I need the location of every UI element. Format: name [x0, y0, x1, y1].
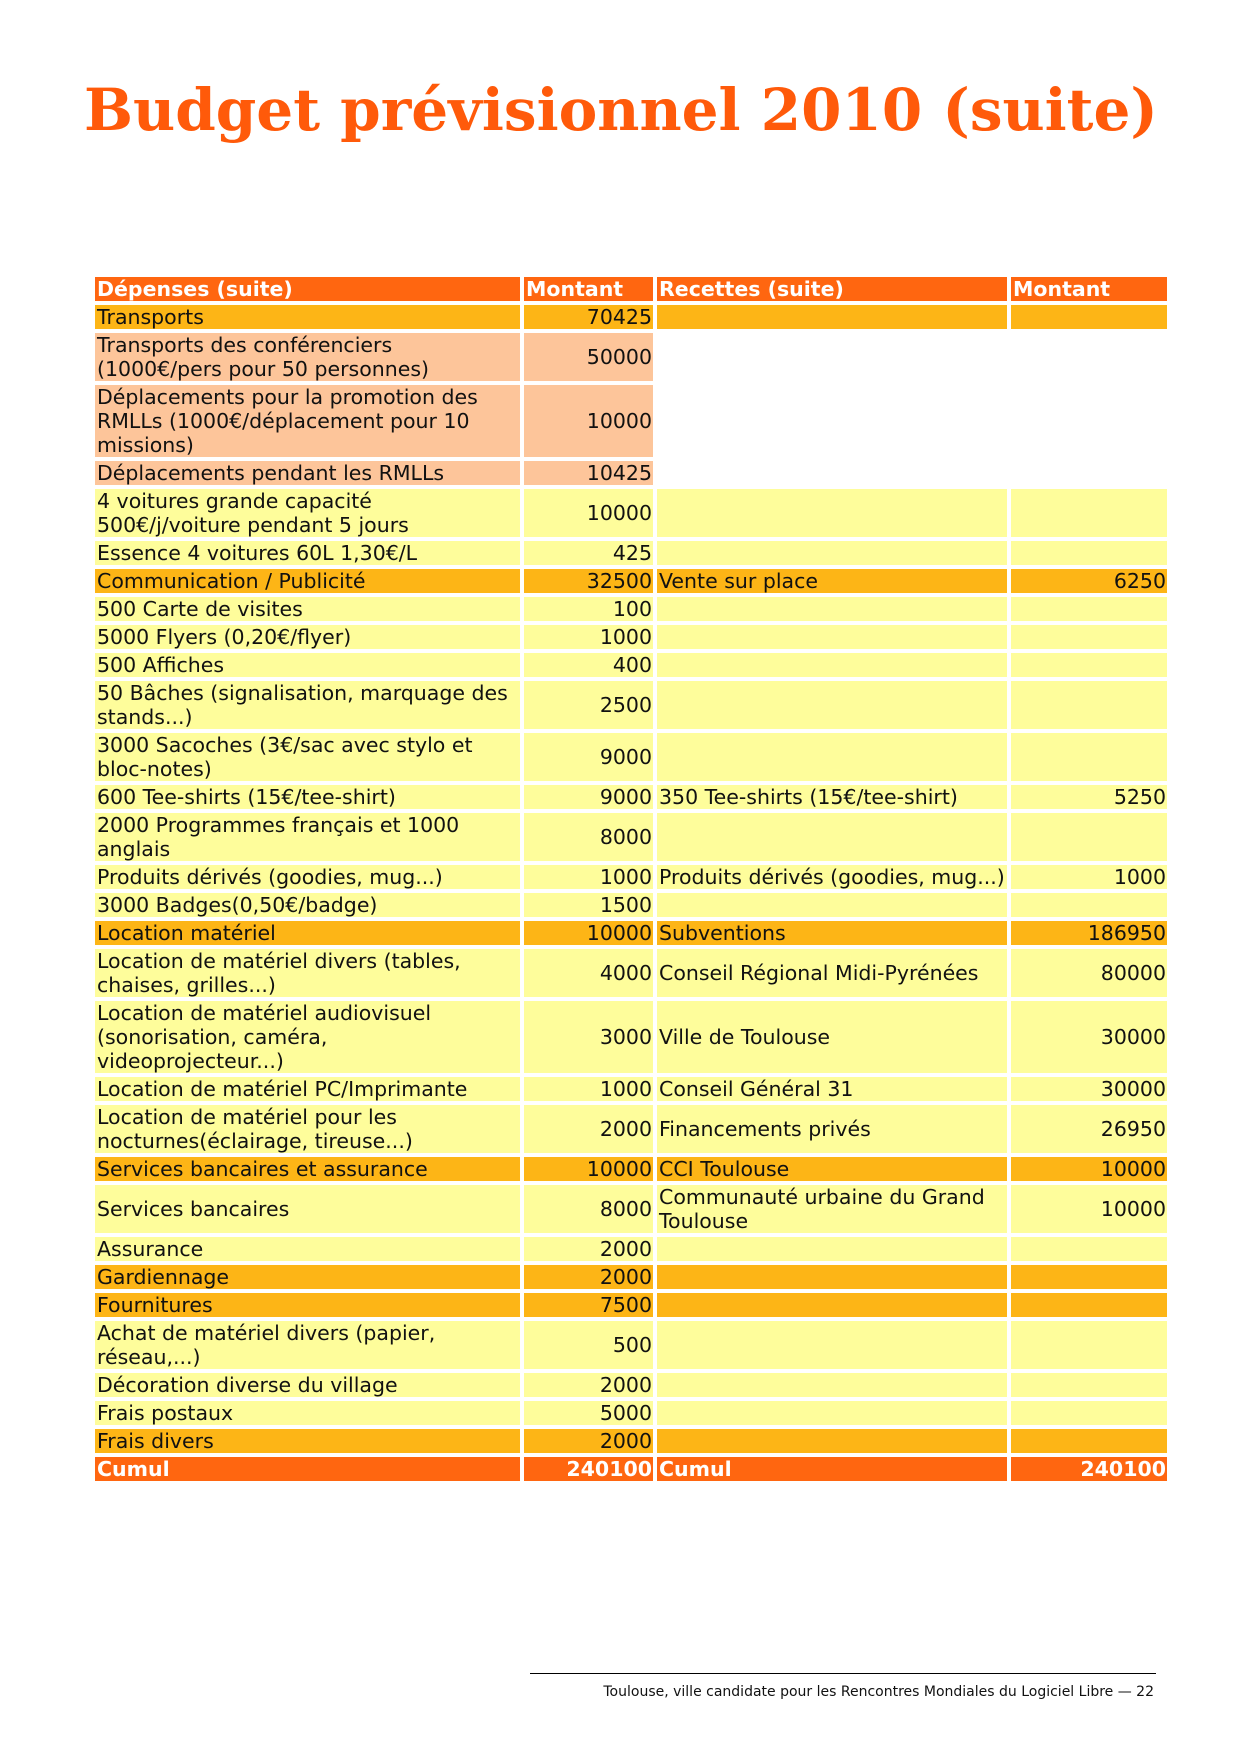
- table-row: [95, 385, 1167, 457]
- table-row: [95, 681, 1167, 729]
- table-row: [95, 733, 1167, 781]
- income-label: [657, 1401, 1007, 1425]
- income-label: [657, 305, 1007, 329]
- expense-amount: 5000: [524, 1401, 653, 1425]
- expense-amount: 425: [524, 541, 653, 565]
- table-row: [95, 1321, 1167, 1369]
- expense-label: 50 Bâches (signalisation, marquage des stands...): [95, 681, 520, 729]
- income-amount: [1011, 1401, 1167, 1425]
- income-label: [657, 461, 1007, 485]
- header-depenses: Dépenses (suite): [95, 277, 520, 301]
- expense-label: 500 Carte de visites: [95, 597, 520, 621]
- income-amount: [1011, 893, 1167, 917]
- income-amount: 10000: [1011, 1157, 1167, 1181]
- income-amount: [1011, 625, 1167, 649]
- income-label: [657, 1429, 1007, 1453]
- expense-amount: 1000: [524, 865, 653, 889]
- category-row: [95, 1265, 1167, 1289]
- table-row: [95, 1373, 1167, 1397]
- table-row: [95, 1105, 1167, 1153]
- expense-amount: 2000: [524, 1429, 653, 1453]
- category-row: [95, 1429, 1167, 1453]
- income-label: [657, 733, 1007, 781]
- income-amount: [1011, 1429, 1167, 1453]
- expense-amount: 500: [524, 1321, 653, 1369]
- table-row: [95, 1185, 1167, 1233]
- expense-amount: 1500: [524, 893, 653, 917]
- expense-amount: 8000: [524, 813, 653, 861]
- income-amount: [1011, 1237, 1167, 1261]
- expense-label: Déplacements pendant les RMLLs: [95, 461, 520, 485]
- table-row: [95, 653, 1167, 677]
- category-row: [95, 1157, 1167, 1181]
- table-row: [95, 489, 1167, 537]
- expense-amount: 7500: [524, 1293, 653, 1317]
- income-amount: [1011, 653, 1167, 677]
- income-label: [657, 385, 1007, 457]
- page-title: Budget prévisionnel 2010 (suite): [84, 76, 1158, 144]
- income-amount: 30000: [1011, 1077, 1167, 1101]
- category-row: [95, 1293, 1167, 1317]
- income-amount: 80000: [1011, 949, 1167, 997]
- expense-label: Location de matériel divers (tables, chaises, grilles...): [95, 949, 520, 997]
- page-footer: Toulouse, ville candidate pour les Rencontres Mondiales du Logiciel Libre — 22: [603, 1684, 1154, 1700]
- expense-amount: 4000: [524, 949, 653, 997]
- expense-amount: 100: [524, 597, 653, 621]
- income-label: [657, 893, 1007, 917]
- income-label: [657, 1321, 1007, 1369]
- income-label: 350 Tee-shirts (15€/tee-shirt): [657, 785, 1007, 809]
- table-row: [95, 1401, 1167, 1425]
- income-amount: [1011, 333, 1167, 381]
- income-label: Communauté urbaine du Grand Toulouse: [657, 1185, 1007, 1233]
- expense-label: Location de matériel PC/Imprimante: [95, 1077, 520, 1101]
- expense-amount: 2000: [524, 1265, 653, 1289]
- income-label: Produits dérivés (goodies, mug...): [657, 865, 1007, 889]
- expense-label: Services bancaires: [95, 1185, 520, 1233]
- table-row: [95, 893, 1167, 917]
- expense-label: 5000 Flyers (0,20€/flyer): [95, 625, 520, 649]
- expense-amount: 70425: [524, 305, 653, 329]
- income-amount: 1000: [1011, 865, 1167, 889]
- expense-amount: 10425: [524, 461, 653, 485]
- income-label: [657, 1373, 1007, 1397]
- income-label: [657, 541, 1007, 565]
- total-label-recettes: Cumul: [657, 1457, 1007, 1481]
- income-amount: [1011, 1321, 1167, 1369]
- footer-rule: [530, 1673, 1156, 1674]
- expense-label: Déplacements pour la promotion des RMLLs (1000€/déplacement pour 10 missions): [95, 385, 520, 457]
- expense-amount: 10000: [524, 385, 653, 457]
- expense-label: 500 Affiches: [95, 653, 520, 677]
- table-row: [95, 625, 1167, 649]
- expense-label: 4 voitures grande capacité 500€/j/voiture pendant 5 jours: [95, 489, 520, 537]
- expense-amount: 10000: [524, 1157, 653, 1181]
- income-amount: [1011, 1265, 1167, 1289]
- income-amount: 186950: [1011, 921, 1167, 945]
- expense-label: Achat de matériel divers (papier, réseau,...): [95, 1321, 520, 1369]
- income-label: Conseil Général 31: [657, 1077, 1007, 1101]
- expense-label: 3000 Badges(0,50€/badge): [95, 893, 520, 917]
- header-montant-recettes: Montant: [1011, 277, 1167, 301]
- expense-label: Communication / Publicité: [95, 569, 520, 593]
- table-row: [95, 813, 1167, 861]
- expense-label: Services bancaires et assurance: [95, 1157, 520, 1181]
- expense-amount: 400: [524, 653, 653, 677]
- expense-amount: 1000: [524, 1077, 653, 1101]
- table-row: [95, 1077, 1167, 1101]
- income-amount: 10000: [1011, 1185, 1167, 1233]
- expense-amount: 2000: [524, 1105, 653, 1153]
- total-row: [95, 1457, 1167, 1481]
- income-amount: 5250: [1011, 785, 1167, 809]
- income-label: [657, 681, 1007, 729]
- total-label-depenses: Cumul: [95, 1457, 520, 1481]
- income-label: [657, 1265, 1007, 1289]
- income-amount: [1011, 541, 1167, 565]
- income-label: Vente sur place: [657, 569, 1007, 593]
- income-label: [657, 333, 1007, 381]
- table-row: [95, 1237, 1167, 1261]
- income-amount: [1011, 305, 1167, 329]
- budget-table-container: [95, 277, 1166, 1485]
- expense-label: Transports des conférenciers (1000€/pers pour 50 personnes): [95, 333, 520, 381]
- income-amount: [1011, 385, 1167, 457]
- expense-label: Décoration diverse du village: [95, 1373, 520, 1397]
- income-label: CCI Toulouse: [657, 1157, 1007, 1181]
- income-label: [657, 1293, 1007, 1317]
- expense-label: Location de matériel audiovisuel (sonorisation, caméra, videoprojecteur...): [95, 1001, 520, 1073]
- income-amount: [1011, 1373, 1167, 1397]
- income-label: [657, 489, 1007, 537]
- header-montant-depenses: Montant: [524, 277, 653, 301]
- expense-amount: 9000: [524, 733, 653, 781]
- expense-label: Frais postaux: [95, 1401, 520, 1425]
- table-row: [95, 949, 1167, 997]
- header-recettes: Recettes (suite): [657, 277, 1007, 301]
- income-label: [657, 813, 1007, 861]
- expense-label: 600 Tee-shirts (15€/tee-shirt): [95, 785, 520, 809]
- income-amount: [1011, 461, 1167, 485]
- expense-amount: 50000: [524, 333, 653, 381]
- table-row: [95, 1001, 1167, 1073]
- expense-label: 3000 Sacoches (3€/sac avec stylo et bloc-notes): [95, 733, 520, 781]
- category-row: [95, 921, 1167, 945]
- category-row: [95, 569, 1167, 593]
- expense-amount: 9000: [524, 785, 653, 809]
- table-row: [95, 333, 1167, 381]
- expense-label: Assurance: [95, 1237, 520, 1261]
- expense-amount: 10000: [524, 489, 653, 537]
- income-amount: [1011, 813, 1167, 861]
- expense-amount: 1000: [524, 625, 653, 649]
- total-recettes: 240100: [1011, 1457, 1167, 1481]
- expense-label: Location de matériel pour les nocturnes(éclairage, tireuse...): [95, 1105, 520, 1153]
- expense-amount: 2000: [524, 1237, 653, 1261]
- table-row: [95, 597, 1167, 621]
- category-row: [95, 305, 1167, 329]
- income-amount: [1011, 597, 1167, 621]
- income-amount: [1011, 681, 1167, 729]
- income-label: Ville de Toulouse: [657, 1001, 1007, 1073]
- income-amount: [1011, 489, 1167, 537]
- income-label: [657, 597, 1007, 621]
- table-row: [95, 785, 1167, 809]
- expense-label: Frais divers: [95, 1429, 520, 1453]
- expense-label: Produits dérivés (goodies, mug...): [95, 865, 520, 889]
- expense-label: Location matériel: [95, 921, 520, 945]
- income-label: Conseil Régional Midi-Pyrénées: [657, 949, 1007, 997]
- expense-label: 2000 Programmes français et 1000 anglais: [95, 813, 520, 861]
- expense-amount: 2000: [524, 1373, 653, 1397]
- expense-label: Essence 4 voitures 60L 1,30€/L: [95, 541, 520, 565]
- expense-label: Transports: [95, 305, 520, 329]
- income-label: Subventions: [657, 921, 1007, 945]
- table-row: [95, 865, 1167, 889]
- income-label: [657, 1237, 1007, 1261]
- expense-amount: 8000: [524, 1185, 653, 1233]
- income-amount: 30000: [1011, 1001, 1167, 1073]
- expense-amount: 2500: [524, 681, 653, 729]
- income-label: [657, 625, 1007, 649]
- income-amount: [1011, 733, 1167, 781]
- income-amount: [1011, 1293, 1167, 1317]
- table-row: [95, 461, 1167, 485]
- total-depenses: 240100: [524, 1457, 653, 1481]
- expense-label: Fournitures: [95, 1293, 520, 1317]
- table-header-row: [95, 277, 1167, 301]
- income-label: [657, 653, 1007, 677]
- budget-table: [91, 273, 1171, 1485]
- expense-amount: 10000: [524, 921, 653, 945]
- expense-amount: 32500: [524, 569, 653, 593]
- income-amount: 6250: [1011, 569, 1167, 593]
- table-row: [95, 541, 1167, 565]
- expense-label: Gardiennage: [95, 1265, 520, 1289]
- income-amount: 26950: [1011, 1105, 1167, 1153]
- income-label: Financements privés: [657, 1105, 1007, 1153]
- expense-amount: 3000: [524, 1001, 653, 1073]
